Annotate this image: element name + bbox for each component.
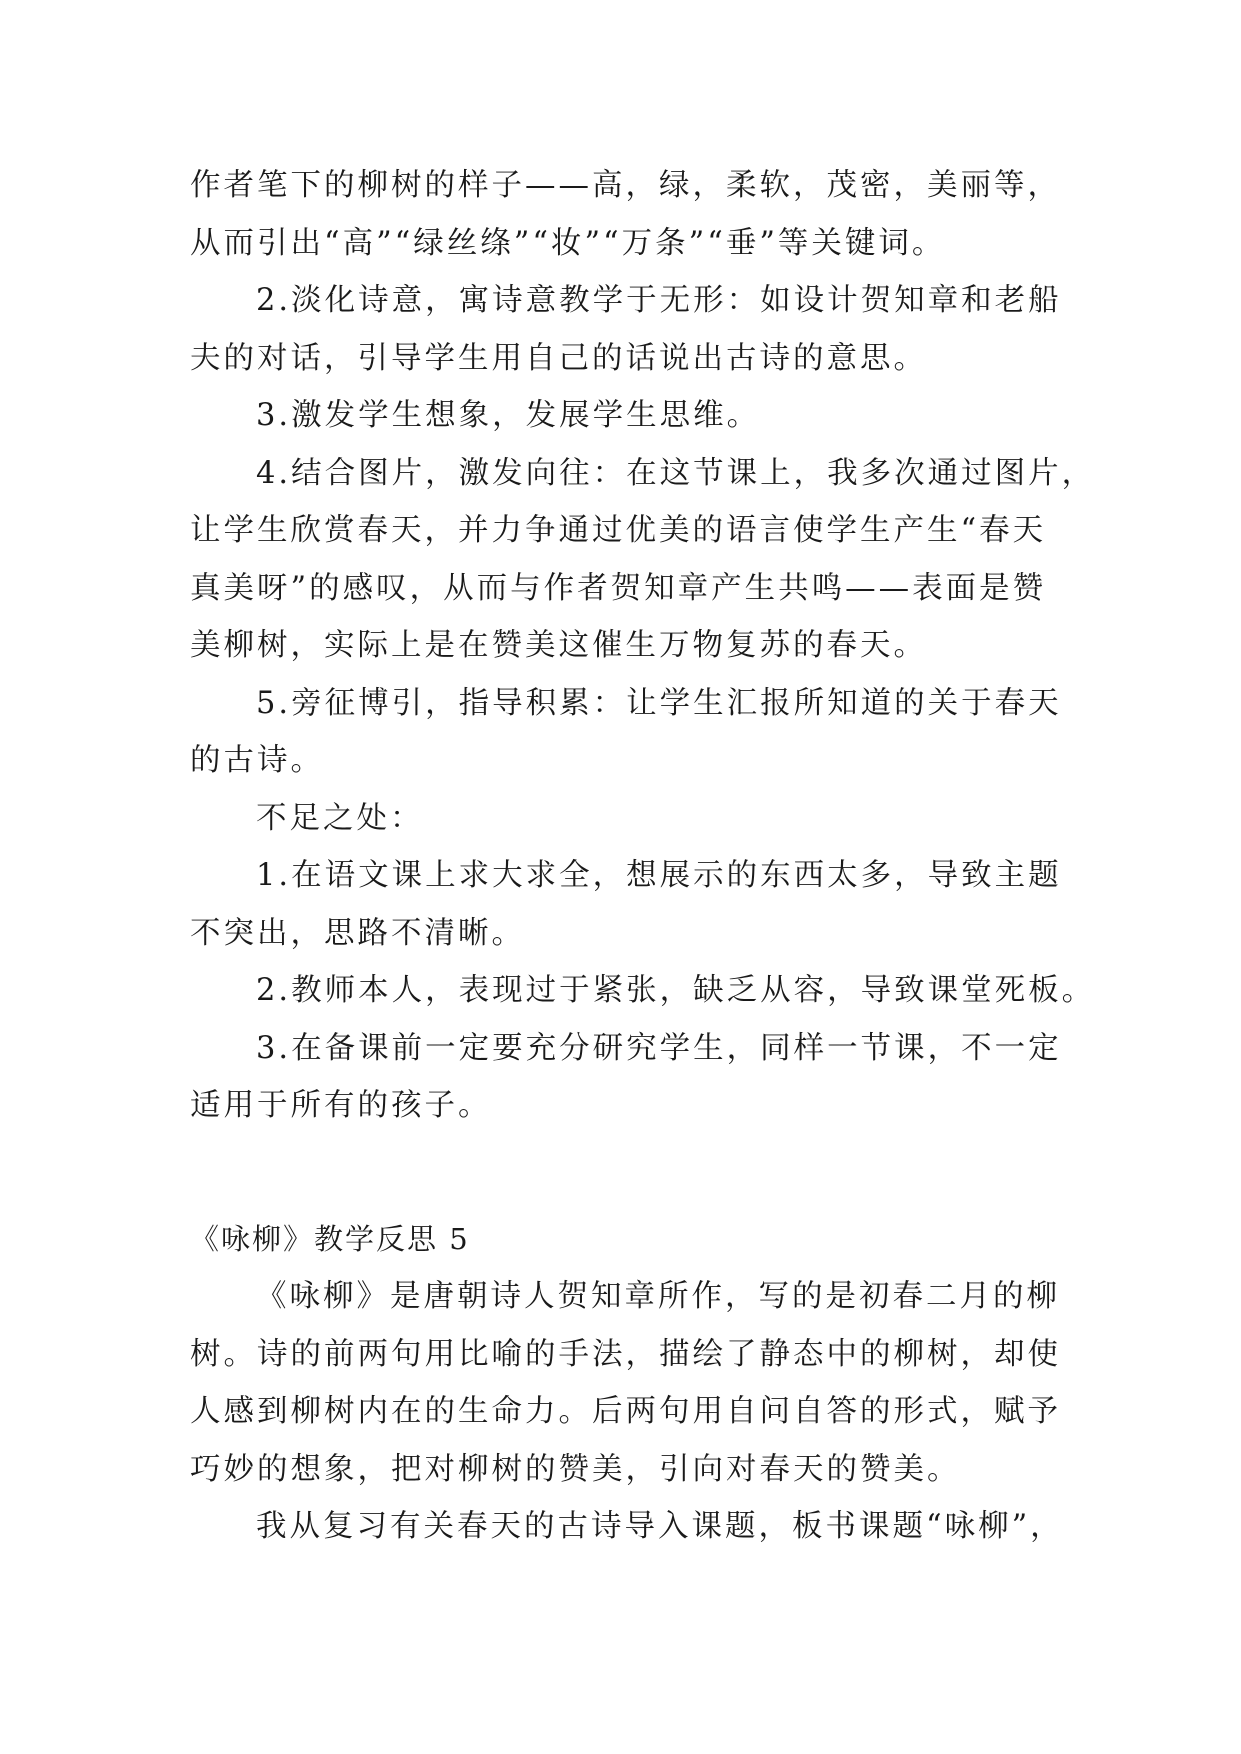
text-line: 3.在备课前一定要充分研究学生，同样一节课，不一定 (256, 1030, 1062, 1066)
section-heading: 《咏柳》教学反思 5 (190, 1221, 470, 1256)
text-line: 2.淡化诗意，寓诗意教学于无形：如设计贺知章和老船 (256, 283, 1062, 318)
document-body (190, 157, 1096, 1556)
text-line: 的古诗。 (190, 743, 324, 778)
text-line: 1.在语文课上求大求全，想展示的东西太多，导致主题 (256, 858, 1062, 893)
text-line: 夫的对话，引导学生用自己的话说出古诗的意思。 (190, 340, 927, 376)
text-line: 适用于所有的孩子。 (190, 1088, 492, 1123)
text-line: 真美呀”的感叹，从而与作者贺知章产生共鸣——表面是赞 (190, 570, 1047, 606)
text-line: 美柳树，实际上是在赞美这催生万物复苏的春天。 (190, 628, 927, 663)
text-line: 2.教师本人，表现过于紧张，缺乏从容，导致课堂死板。 (256, 973, 1096, 1008)
text-line: 我从复习有关春天的古诗导入课题，板书课题“咏柳”， (256, 1509, 1064, 1544)
text-line: 5.旁征博引，指导积累：让学生汇报所知道的关于春天 (256, 685, 1062, 721)
text-line: 4.结合图片，激发向往：在这节课上，我多次通过图片， (256, 455, 1096, 491)
text-line: 人感到柳树内在的生命力。后两句用自问自答的形式，赋予 (190, 1394, 1061, 1429)
text-line: 不足之处： (256, 800, 424, 836)
text-line: 巧妙的想象，把对柳树的赞美，引向对春天的赞美。 (190, 1451, 961, 1487)
text-line: 3.激发学生想象，发展学生思维。 (256, 398, 761, 433)
text-line: 不突出，思路不清晰。 (190, 915, 525, 951)
text-line: 树。诗的前两句用比喻的手法，描绘了静态中的柳树，却使 (190, 1336, 1061, 1372)
text-line: 《咏柳》是唐朝诗人贺知章所作，写的是初春二月的柳 (256, 1279, 1060, 1314)
text-line: 作者笔下的柳树的样子——高，绿，柔软，茂密，美丽等， (190, 168, 1061, 203)
text-line: 从而引出“高”“绿丝绦”“妆”“万条”“垂”等关键词。 (190, 225, 946, 261)
text-line: 让学生欣赏春天，并力争通过优美的语言使学生产生“春天 (190, 513, 1047, 548)
